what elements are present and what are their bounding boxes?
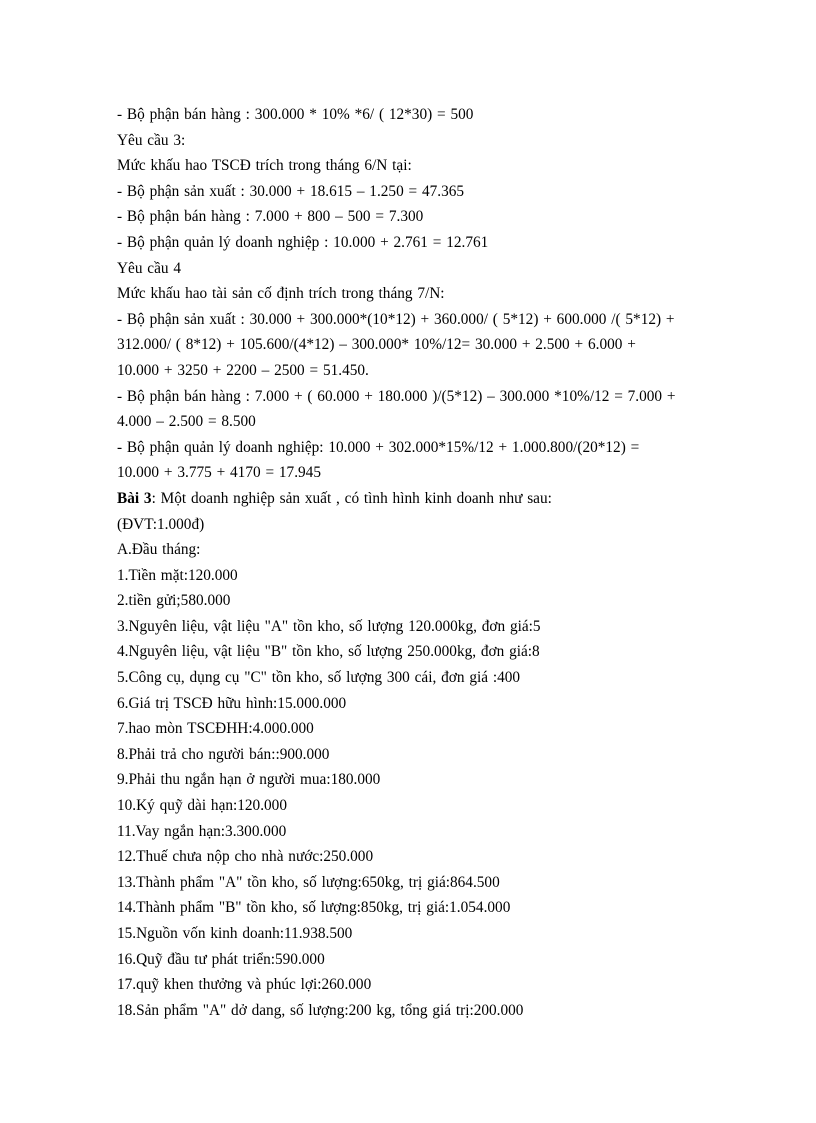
text-line: 4.000 – 2.500 = 8.500: [117, 413, 256, 431]
exercise-label: Bài 3: [117, 489, 152, 507]
list-item: 11.Vay ngắn hạn:3.300.000: [117, 822, 287, 840]
document-page: [117, 102, 717, 1023]
text-line: 312.000/ ( 8*12) + 105.600/(4*12) – 300.000* 10%/12= 30.000 + 2.500 + 6.000 +: [117, 336, 636, 354]
text-line: - Bộ phận quản lý doanh nghiệp: 10.000 + 302.000*15%/12 + 1.000.800/(20*12) =: [117, 438, 640, 456]
list-item: 5.Công cụ, dụng cụ "C" tồn kho, số lượng 300 cái, đơn giá :400: [117, 669, 521, 687]
unit-note: (ĐVT:1.000đ): [117, 515, 205, 533]
list-item: 4.Nguyên liệu, vật liệu "B" tồn kho, số lượng 250.000kg, đơn giá:8: [117, 643, 540, 661]
list-item: 10.Ký quỹ dài hạn:120.000: [117, 797, 287, 815]
text-line: - Bộ phận sản xuất : 30.000 + 300.000*(10*12) + 360.000/ ( 5*12) + 600.000 /( 5*12) +: [117, 310, 675, 328]
text-line: - Bộ phận bán hàng : 300.000 * 10% *6/ ( 12*30) = 500: [117, 106, 474, 123]
list-item: 9.Phải thu ngắn hạn ở người mua:180.000: [117, 771, 381, 789]
text-line: - Bộ phận bán hàng : 7.000 + 800 – 500 = 7.300: [117, 208, 424, 226]
text-line: - Bộ phận sản xuất : 30.000 + 18.615 – 1.250 = 47.365: [117, 182, 465, 200]
exercise-text: : Một doanh nghiệp sản xuất , có tình hình kinh doanh như sau:: [151, 489, 552, 507]
list-item: 3.Nguyên liệu, vật liệu "A" tồn kho, số lượng 120.000kg, đơn giá:5: [117, 617, 541, 635]
list-item: 7.hao mòn TSCĐHH:4.000.000: [117, 720, 314, 738]
list-item: 8.Phải trả cho người bán::900.000: [117, 745, 330, 763]
list-item: 15.Nguồn vốn kinh doanh:11.938.500: [117, 925, 353, 942]
list-item: 1.Tiền mặt:120.000: [117, 566, 238, 584]
text-line: Mức khấu hao TSCĐ trích trong tháng 6/N tại:: [117, 157, 412, 175]
list-item: 2.tiền gửi;580.000: [117, 592, 231, 610]
section-heading: A.Đầu tháng:: [117, 541, 201, 559]
text-line: 10.000 + 3.775 + 4170 = 17.945: [117, 464, 321, 482]
list-item: 18.Sản phẩm "A" dở dang, số lượng:200 kg, tổng giá trị:200.000: [117, 1001, 524, 1019]
text-line: 10.000 + 3250 + 2200 – 2500 = 51.450.: [117, 361, 369, 379]
exercise-intro: [117, 486, 717, 512]
list-item: 6.Giá trị TSCĐ hữu hình:15.000.000: [117, 694, 347, 712]
section-heading: Yêu cầu 3:: [117, 131, 186, 149]
section-heading: Yêu cầu 4: [117, 259, 182, 277]
text-line: - Bộ phận bán hàng : 7.000 + ( 60.000 + 180.000 )/(5*12) – 300.000 *10%/12 = 7.000 +: [117, 387, 676, 405]
list-item: 16.Quỹ đầu tư phát triển:590.000: [117, 950, 325, 968]
list-item: 17.quỹ khen thưởng và phúc lợi:260.000: [117, 976, 372, 994]
list-item: 13.Thành phẩm "A" tồn kho, số lượng:650kg, trị giá:864.500: [117, 873, 500, 891]
list-item: 12.Thuế chưa nộp cho nhà nước:250.000: [117, 848, 374, 866]
text-line: Mức khấu hao tài sản cố định trích trong tháng 7/N:: [117, 285, 445, 303]
text-line: - Bộ phận quản lý doanh nghiệp : 10.000 + 2.761 = 12.761: [117, 233, 489, 251]
list-item: 14.Thành phẩm "B" tồn kho, số lượng:850kg, trị giá:1.054.000: [117, 899, 511, 917]
